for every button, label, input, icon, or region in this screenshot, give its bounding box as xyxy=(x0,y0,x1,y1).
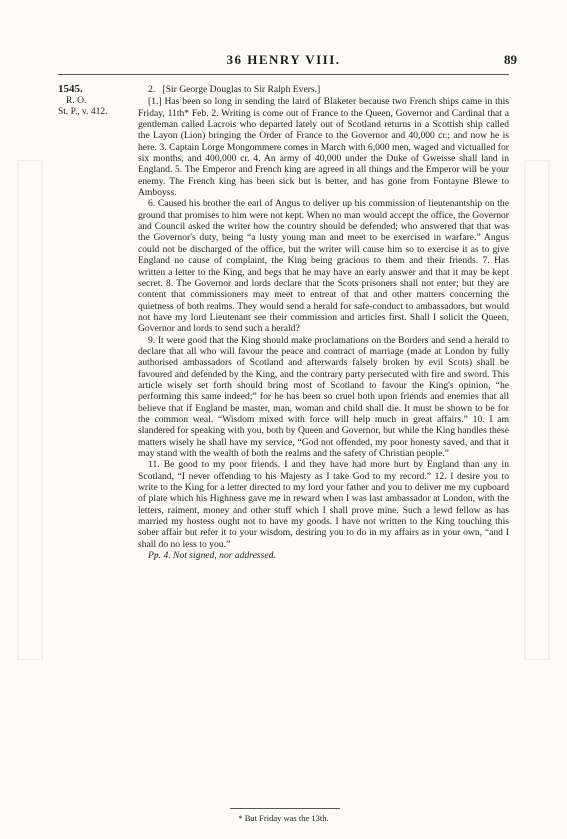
document-number: 2. xyxy=(148,84,156,95)
paragraph-3: 9. It were good that the King should make proclamations on the Borders and send a herald to declare that all who will favour the peace and contract of marriage (made at London by fully authorised ambassadors of Scotland and afterwards falsely broken by evil Scots) shall be favoured and defended by the King, and the contrary party persecuted with fire and sword. This article wisely set forth should bring most of Scotland to favour the King's opinion, “he performing this same indeed;” for he has been so cruel both upon friends and enemies that all believe that if England be master, man, woman and child shall die. It must be shown to be for the common weal. “Wisdom mixed with force will help much in great affairs.” 10. I am slandered for speaking with you, both by Queen and Governor, but while the King handles these matters wisely he shall have my service, “God not offended, my poor honesty saved, and that it may stand with the wealth of both the realms and the safety of Christian people.” xyxy=(138,334,509,459)
library-stamp-left xyxy=(10,160,50,660)
page-number: 89 xyxy=(504,52,517,67)
paragraph-2: 6. Caused his brother the earl of Angus to deliver up his commission of lieutenantship on the ground that promises to him were not kept. When no man would accept the office, the Governor and Council asked the writer how the country should be defended; who answered that that was the Governor's duty, being “a lusty young man and meet to be exercised in warfare.” Angus could not be discharged of the office, but the writer will cause him so to exercise it as to give England no cause of complaint, the King being gracious to them and their friends. 7. Has written a letter to the King, and begs that he may have an early answer and that it may be kept secret. 8. The Governor and lords declare that the Scots prisoners shall not enter; but they are content that commissioners may meet to entreat of that and other matters concerning the quietness of both realms. They would send a herald for safe-conduct to ambassadors, but would not have my lord Lieutenant see their commission and articles first. Shall I solicit the Queen, Governor and lords to send such a herald? xyxy=(138,198,509,335)
paragraph-4: 11. Be good to my poor friends. I and they have had more hurt by England than any in Scotland, “I never offending to his Majesty as I take God to my record.” 12. I desire you to write to the King for a letter directed to my lord your father and you to deliver me my cupboard of plate which his Highness gave me in reward when I was last ambassador at London, with the letters, raiment, money and other stuff which I shall prove mine. Such a lewd fellow as has married my hostess ought not to have my goods. I have not written to the King touching this sober affair but refer it to your wisdom, desiring you to do in my affairs as in your own, “and I shall do no less to you.” xyxy=(138,459,509,550)
running-header xyxy=(0,52,567,68)
margin-notes xyxy=(58,84,130,118)
running-title: 36 HENRY VIII. xyxy=(226,52,341,67)
document-body xyxy=(138,84,509,561)
margin-year: 1545. xyxy=(58,83,83,95)
margin-reference: St. P., v. 412. xyxy=(58,107,108,117)
footnote-rule xyxy=(230,808,340,809)
margin-ro: R. O. xyxy=(66,96,87,106)
header-rule xyxy=(58,74,509,75)
paragraph-1: [1.] Has been so long in sending the laird of Blaketer because two French ships came in this Friday, 11th* Feb. 2. Writing is come out of France to the Queen, Governor and Cardinal that a gentleman called Lacrois who departed lately out of Scotland returns in a Scottish ship called the Layon (Lion) bringing the Order of France to the Governor and 40,000 cr.; and now he is here. 3. Captain Lorge Mongommere comes in March with 6,000 men, waged and victualled for six months, and 400,000 cr. 4. An army of 40,000 under the Duke of Gweisse shall land in England. 5. The Emperor and French king are agreed in all things and the Emperor will be your enemy. The French king has been sick but is better, and has gone from Fontayne Blewe to Amboyss. xyxy=(138,96,509,199)
library-stamp-right xyxy=(517,160,557,660)
endnote: Pp. 4. Not signed, nor addressed. xyxy=(148,550,276,562)
document-title: [Sir George Douglas to Sir Ralph Evers.] xyxy=(162,84,321,95)
document-heading xyxy=(138,84,509,95)
footnote: * But Friday was the 13th. xyxy=(238,813,329,823)
